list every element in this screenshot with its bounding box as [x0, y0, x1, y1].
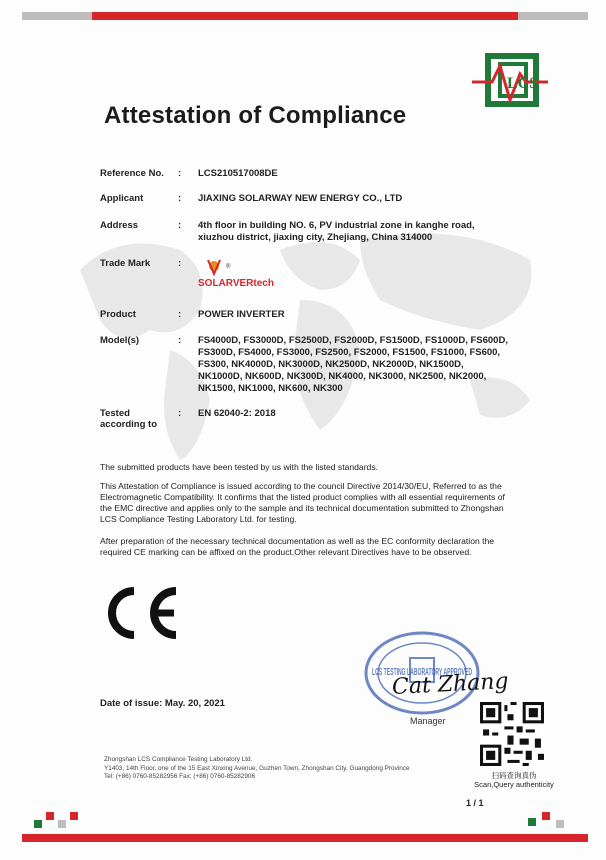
corner-square [528, 818, 536, 826]
corner-square [58, 820, 66, 828]
field-label: Trade Mark [100, 258, 151, 269]
top-grey-segment-right [518, 12, 588, 20]
corner-square [34, 820, 42, 828]
signer-title: Manager [410, 716, 446, 726]
corner-square [70, 812, 78, 820]
footer-address [104, 756, 410, 782]
field-colon: : [178, 193, 182, 204]
svg-text:®: ® [226, 264, 231, 270]
field-label: Address [100, 220, 139, 231]
field-label: Product [100, 309, 136, 320]
field-label: Applicant [100, 193, 144, 204]
top-red-bar [22, 12, 588, 20]
qr-caption-en: Scan,Query authenticity [474, 780, 554, 789]
qr-code-icon[interactable] [480, 702, 544, 766]
corner-square [542, 812, 550, 820]
paragraph-tested: The submitted products have been tested by us with the listed standards. [100, 462, 379, 472]
field-colon: : [178, 220, 182, 231]
field-value: LCS210517008DE [198, 168, 278, 179]
bottom-red-bar [22, 834, 588, 842]
page-title: Attestation of Compliance [104, 102, 407, 129]
issue-date: Date of issue: May. 20, 2021 [100, 698, 225, 709]
solarver-trademark-logo [198, 256, 278, 290]
field-colon: : [178, 408, 182, 419]
corner-square [556, 820, 564, 828]
field-label: Model(s) [100, 335, 140, 346]
paragraph-ce-marking: After preparation of the necessary technical documentation as well as the EC conformity declaration the required CE marking can be affixed on the product.Other relevant Directives have to be observed. [100, 536, 495, 557]
footer-line: Zhongshan LCS Compliance Testing Laboratory Ltd. [104, 756, 253, 763]
qr-caption-cn: 扫码查询真伪 [491, 771, 537, 780]
logo-text: LCS [507, 75, 539, 92]
trademark-text: SOLARVERtech [198, 278, 274, 289]
field-value: JIAXING SOLARWAY NEW ENERGY CO., LTD [198, 193, 403, 204]
field-value: 4th floor in building NO. 6, PV industrial zone in kanghe road, xiuzhou district, jiaxing city, Zhejiang, China 314000 [198, 220, 475, 243]
lcs-logo-icon [470, 52, 550, 112]
field-colon: : [178, 168, 182, 179]
field-label: Tested according to [100, 408, 158, 430]
signature: Cat Zhang [391, 668, 510, 701]
paragraph-directive: This Attestation of Compliance is issued according to the council Directive 2014/30/EU, Referred to as the Electromagnetic Compatibility. It confirms that the listed product complies with all essential requirements of the EMC directive and applies only to the sample and its technical documentation submitted to Zhongshan LCS Compliance Testing Laboratory Ltd. for testing. [100, 481, 505, 524]
field-label: Reference No. [100, 168, 164, 179]
footer-line: Y1403, 14th Floor, one of the 15 East Xinxing Avenue, Guzhen Town, Zhongshan City, Guangdong Province [104, 764, 410, 772]
field-value: POWER INVERTER [198, 309, 285, 320]
footer-line: Tel: (+86) 0760-85282956 Fax: (+86) 0760-85282906 [104, 773, 255, 781]
field-value: FS4000D, FS3000D, FS2500D, FS2000D, FS1500D, FS1000D, FS600D, FS300D, FS4000, FS3000, FS2500, FS2000, FS1500, FS1000, FS600, FS300, NK4000D, NK3000D, NK2500D, NK2000D, NK1500D, NK1000D, NK600D, NK300D, NK4000, NK3000, NK2500, NK2000, NK1500, NK1000, NK600, NK300 [198, 335, 508, 394]
field-colon: : [178, 258, 182, 269]
corner-square [46, 812, 54, 820]
ce-mark-icon [100, 585, 180, 640]
field-colon: : [178, 309, 182, 320]
page-number: 1 / 1 [466, 798, 484, 808]
top-grey-segment [22, 12, 92, 20]
stamp-text: LCS TESTING LABORATORY APPROVED [372, 667, 472, 678]
field-colon: : [178, 335, 182, 346]
field-value: EN 62040-2: 2018 [198, 408, 276, 419]
